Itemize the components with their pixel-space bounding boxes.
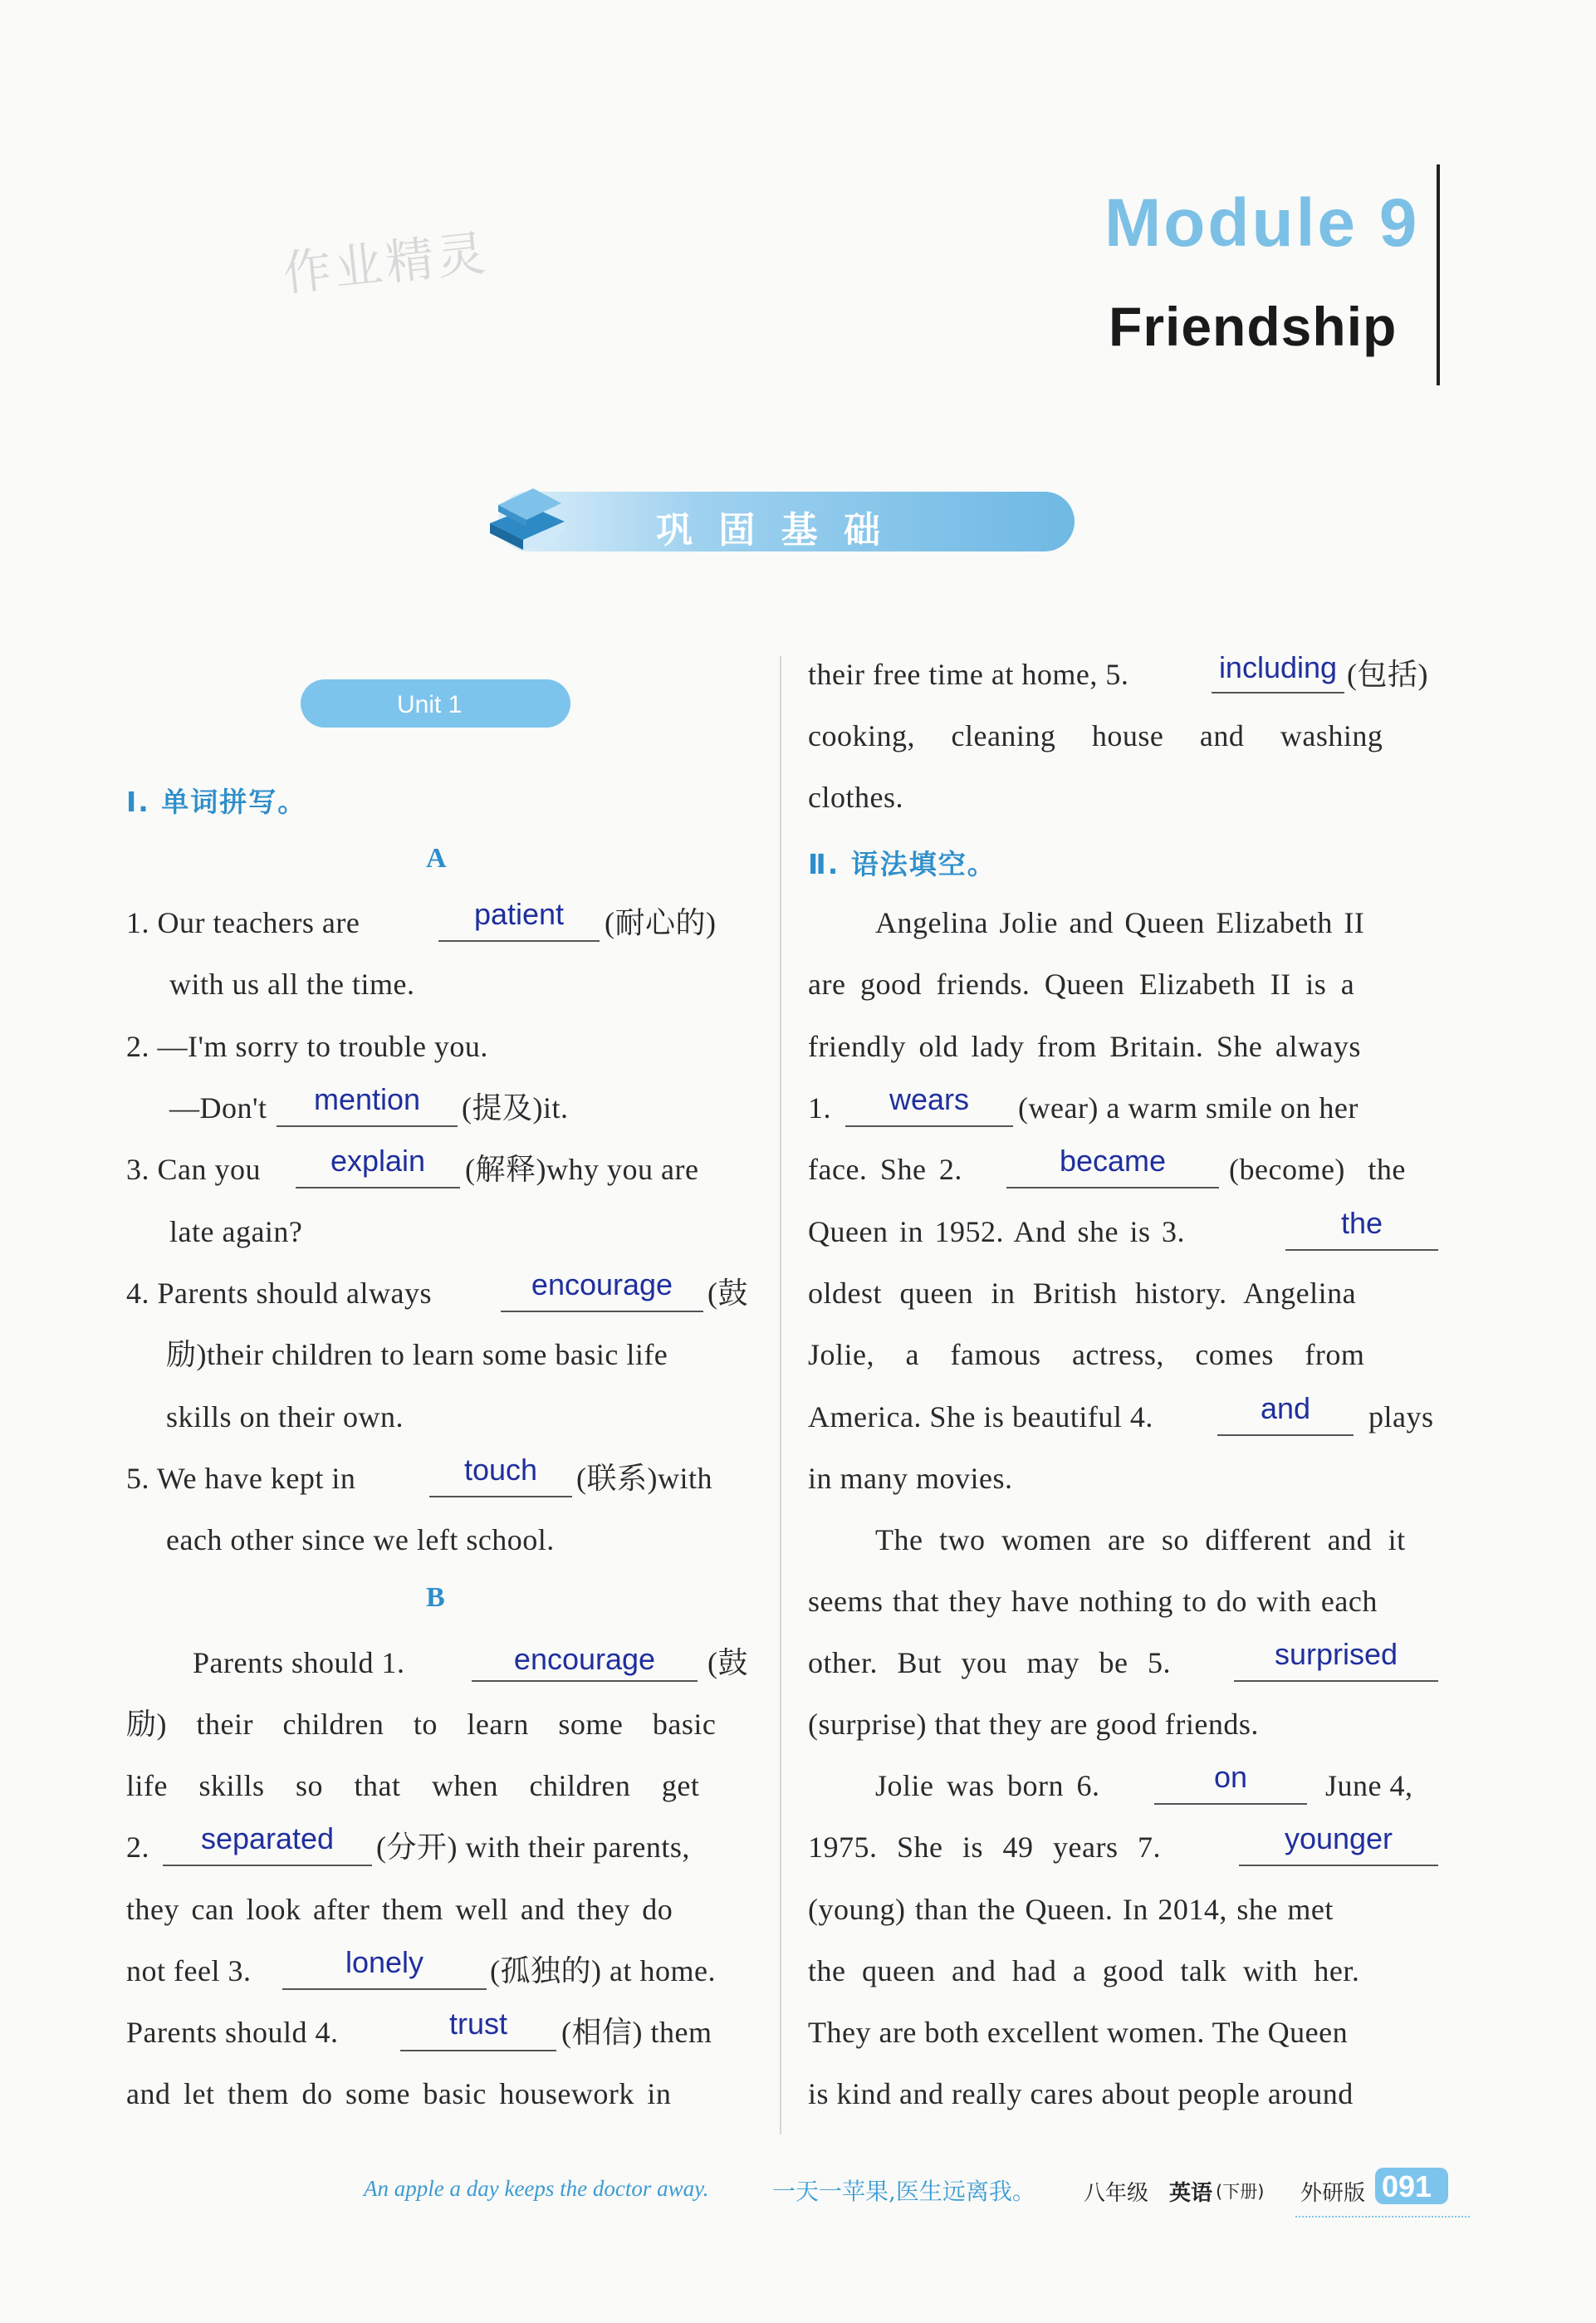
passage-line: Jolie, a famous actress, comes from bbox=[808, 1338, 1365, 1371]
question-4-text: 4. Parents should always bbox=[126, 1277, 432, 1310]
passage-line: The two women are so different and it bbox=[875, 1523, 1406, 1556]
handwritten-answer: became bbox=[1059, 1144, 1167, 1178]
passage-b-line: cooking, cleaning house and washing bbox=[808, 719, 1383, 752]
passage-b-hint: (相信) them bbox=[561, 2016, 712, 2049]
passage-line: in many movies. bbox=[808, 1462, 1013, 1495]
answer-blank[interactable] bbox=[845, 1125, 1013, 1127]
footer-grade: 八年级 bbox=[1084, 2181, 1149, 2206]
footer-subject: 英语 bbox=[1169, 2181, 1213, 2206]
unit-title: Friendship bbox=[1109, 296, 1398, 357]
handwritten-answer: on bbox=[1213, 1760, 1248, 1794]
answer-blank[interactable] bbox=[472, 1680, 698, 1682]
answer-blank[interactable] bbox=[400, 2050, 556, 2051]
passage-b-hint: (鼓 bbox=[707, 1646, 748, 1679]
unit-badge-label: Unit 1 bbox=[397, 691, 463, 718]
passage-b-line: they can look after them well and they do bbox=[126, 1893, 673, 1926]
question-5-text: 5. We have kept in bbox=[126, 1462, 356, 1495]
answer-blank[interactable] bbox=[163, 1865, 372, 1866]
title-rule bbox=[1437, 164, 1440, 385]
question-1-hint: (耐心的) bbox=[605, 906, 717, 939]
banner-label: 巩 固 基 础 bbox=[656, 509, 887, 551]
handwritten-answer: including bbox=[1218, 650, 1338, 684]
passage-b-line: their free time at home, 5. bbox=[808, 658, 1129, 691]
question-2-hint: (提及)it. bbox=[462, 1091, 569, 1125]
passage-line: friendly old lady from Britain. She always bbox=[808, 1030, 1361, 1063]
passage-line: 1975. She is 49 years 7. bbox=[808, 1830, 1161, 1864]
passage-line: Jolie was born 6. bbox=[875, 1769, 1100, 1802]
column-divider bbox=[780, 656, 781, 2134]
passage-b-hint: (孤独的) at home. bbox=[490, 1954, 716, 1987]
subsection-a: A bbox=[426, 843, 447, 874]
module-title: Module 9 bbox=[1104, 185, 1420, 261]
section-heading-spelling: Ⅰ. 单词拼写。 bbox=[126, 786, 307, 818]
handwritten-answer: trust bbox=[448, 2007, 507, 2041]
answer-blank[interactable] bbox=[1234, 1680, 1438, 1682]
passage-b-hint: (包括) bbox=[1347, 658, 1428, 691]
handwritten-answer: the bbox=[1340, 1206, 1383, 1240]
passage-line: They are both excellent women. The Queen bbox=[808, 2016, 1349, 2049]
passage-b-line: and let them do some basic housework in bbox=[126, 2077, 672, 2110]
handwritten-answer: younger bbox=[1284, 1821, 1393, 1855]
books-icon bbox=[482, 473, 573, 561]
answer-blank[interactable] bbox=[296, 1187, 460, 1188]
page-number: 091 bbox=[1382, 2169, 1432, 2203]
question-5-text-2: each other since we left school. bbox=[166, 1523, 555, 1556]
question-1-text-2: with us all the time. bbox=[169, 968, 415, 1001]
answer-blank[interactable] bbox=[1239, 1865, 1438, 1866]
passage-line: are good friends. Queen Elizabeth II is a bbox=[808, 968, 1355, 1001]
passage-line: the queen and had a good talk with her. bbox=[808, 1954, 1360, 1987]
question-4-hint: (鼓 bbox=[707, 1277, 748, 1310]
question-3-hint: (解释)why you are bbox=[465, 1153, 699, 1186]
passage-line: oldest queen in British history. Angelina bbox=[808, 1277, 1357, 1310]
passage-line: other. But you may be 5. bbox=[808, 1646, 1171, 1679]
passage-line: (young) than the Queen. In 2014, she met bbox=[808, 1893, 1334, 1926]
answer-blank[interactable] bbox=[501, 1311, 703, 1312]
answer-blank[interactable] bbox=[429, 1496, 572, 1497]
footer-quote-cn: 一天一苹果,医生远离我。 bbox=[772, 2178, 1035, 2205]
question-1-text: 1. Our teachers are bbox=[126, 906, 360, 939]
handwritten-answer: encourage bbox=[531, 1267, 673, 1301]
answer-blank[interactable] bbox=[282, 1988, 487, 1990]
answer-blank[interactable] bbox=[438, 940, 600, 942]
passage-line: Queen in 1952. And she is 3. bbox=[808, 1215, 1185, 1248]
answer-blank[interactable] bbox=[1285, 1249, 1438, 1251]
passage-line: seems that they have nothing to do with each bbox=[808, 1585, 1378, 1618]
handwritten-answer: separated bbox=[200, 1821, 335, 1855]
subsection-b: B bbox=[426, 1582, 445, 1613]
handwritten-answer: explain bbox=[330, 1144, 426, 1178]
handwritten-answer: patient bbox=[473, 897, 565, 931]
passage-line: (surprise) that they are good friends. bbox=[808, 1708, 1259, 1741]
section-heading-grammar: Ⅱ. 语法填空。 bbox=[808, 848, 996, 880]
passage-line: face. She 2. bbox=[808, 1153, 962, 1186]
footer-quote-en: An apple a day keeps the doctor away. bbox=[364, 2176, 709, 2201]
passage-line: is kind and really cares about people around bbox=[808, 2077, 1354, 2110]
handwritten-answer: wears bbox=[889, 1082, 970, 1116]
answer-blank[interactable] bbox=[1212, 692, 1344, 693]
answer-blank[interactable] bbox=[1154, 1803, 1307, 1805]
passage-hint: (wear) a warm smile on her bbox=[1018, 1091, 1359, 1125]
passage-hint: (become) the bbox=[1229, 1153, 1406, 1186]
question-2-text-2: —Don't bbox=[169, 1091, 267, 1125]
passage-line: Angelina Jolie and Queen Elizabeth II bbox=[875, 906, 1365, 939]
handwritten-answer: encourage bbox=[513, 1642, 656, 1676]
passage-b-line: Parents should 1. bbox=[193, 1646, 405, 1679]
passage-b-line: clothes. bbox=[808, 781, 903, 814]
footer-rule bbox=[1295, 2216, 1470, 2218]
handwritten-answer: and bbox=[1260, 1391, 1311, 1425]
handwritten-answer: mention bbox=[313, 1082, 421, 1116]
question-3-text-2: late again? bbox=[169, 1215, 303, 1248]
handwritten-answer: touch bbox=[463, 1453, 538, 1487]
question-4-text-3: skills on their own. bbox=[166, 1400, 404, 1433]
handwritten-answer: lonely bbox=[345, 1945, 424, 1979]
passage-b-hint: (分开) with their parents, bbox=[376, 1830, 690, 1864]
question-5-hint: (联系)with bbox=[576, 1462, 712, 1495]
answer-blank[interactable] bbox=[277, 1125, 458, 1127]
passage-line: June 4, bbox=[1325, 1769, 1413, 1802]
handwritten-answer: surprised bbox=[1274, 1637, 1398, 1671]
question-3-text: 3. Can you bbox=[126, 1153, 261, 1186]
passage-b-line: not feel 3. bbox=[126, 1954, 252, 1987]
question-4-text-2: 励)their children to learn some basic life bbox=[166, 1338, 668, 1371]
answer-blank[interactable] bbox=[1217, 1434, 1354, 1436]
passage-b-line: 励) their children to learn some basic bbox=[126, 1708, 717, 1741]
footer-publisher: 外研版 bbox=[1300, 2181, 1366, 2206]
passage-line: America. She is beautiful 4. bbox=[808, 1400, 1153, 1433]
passage-line: plays bbox=[1368, 1400, 1434, 1433]
passage-b-line: Parents should 4. bbox=[126, 2016, 339, 2049]
watermark: 作业精灵 bbox=[280, 224, 492, 302]
answer-blank[interactable] bbox=[1006, 1187, 1219, 1188]
passage-b-line: 2. bbox=[126, 1830, 149, 1864]
question-2-text: 2. —I'm sorry to trouble you. bbox=[126, 1030, 488, 1063]
passage-b-line: life skills so that when children get bbox=[126, 1769, 700, 1802]
footer-volume: (下册) bbox=[1216, 2182, 1265, 2202]
passage-line: 1. bbox=[808, 1091, 831, 1125]
